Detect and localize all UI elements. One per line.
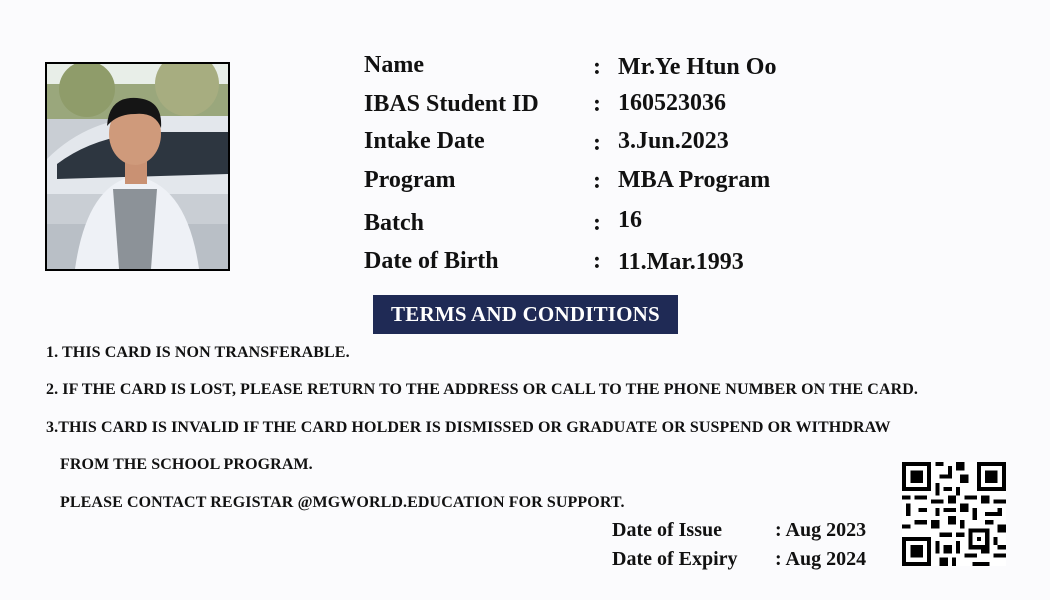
field-label-intake-date: Intake Date — [364, 128, 485, 154]
field-value-date-of-birth: 11.Mar.1993 — [618, 249, 744, 275]
field-value-intake-date: 3.Jun.2023 — [618, 128, 729, 154]
field-label-program: Program — [364, 167, 456, 193]
field-label-name: Name — [364, 52, 424, 78]
term-line-3: 3.THIS CARD IS INVALID IF THE CARD HOLDER IS DISMISSED OR GRADUATE OR SUSPEND OR WITHDRAW — [46, 419, 891, 436]
issue-date-value: : Aug 2023 — [775, 519, 867, 541]
qr-code-icon — [902, 462, 1006, 566]
field-value-name: Mr.Ye Htun Oo — [618, 54, 777, 80]
expiry-date-label: Date of Expiry — [612, 548, 738, 570]
term-line-4: FROM THE SCHOOL PROGRAM. — [60, 456, 313, 473]
field-colon-date-of-birth: : — [593, 248, 601, 274]
field-value-program: MBA Program — [618, 167, 771, 193]
field-value-batch: 16 — [618, 207, 642, 233]
field-colon-batch: : — [593, 210, 601, 236]
field-colon-student-id: : — [593, 91, 601, 117]
field-colon-program: : — [593, 168, 601, 194]
term-line-5: PLEASE CONTACT REGISTAR @MGWORLD.EDUCATION FOR SUPPORT. — [60, 494, 625, 511]
expiry-date-value: : Aug 2024 — [775, 548, 867, 570]
terms-heading: TERMS AND CONDITIONS — [373, 295, 678, 334]
field-label-batch: Batch — [364, 210, 424, 236]
term-line-2: 2. IF THE CARD IS LOST, PLEASE RETURN TO THE ADDRESS OR CALL TO THE PHONE NUMBER ON THE CARD. — [46, 381, 919, 398]
issue-date-label: Date of Issue — [612, 519, 722, 541]
field-label-date-of-birth: Date of Birth — [364, 248, 499, 274]
term-line-1: 1. THIS CARD IS NON TRANSFERABLE. — [46, 344, 350, 361]
field-value-student-id: 160523036 — [618, 90, 726, 116]
student-photo — [45, 62, 230, 271]
field-colon-intake-date: : — [593, 130, 601, 156]
field-label-student-id: IBAS Student ID — [364, 91, 539, 117]
field-colon-name: : — [593, 54, 601, 80]
